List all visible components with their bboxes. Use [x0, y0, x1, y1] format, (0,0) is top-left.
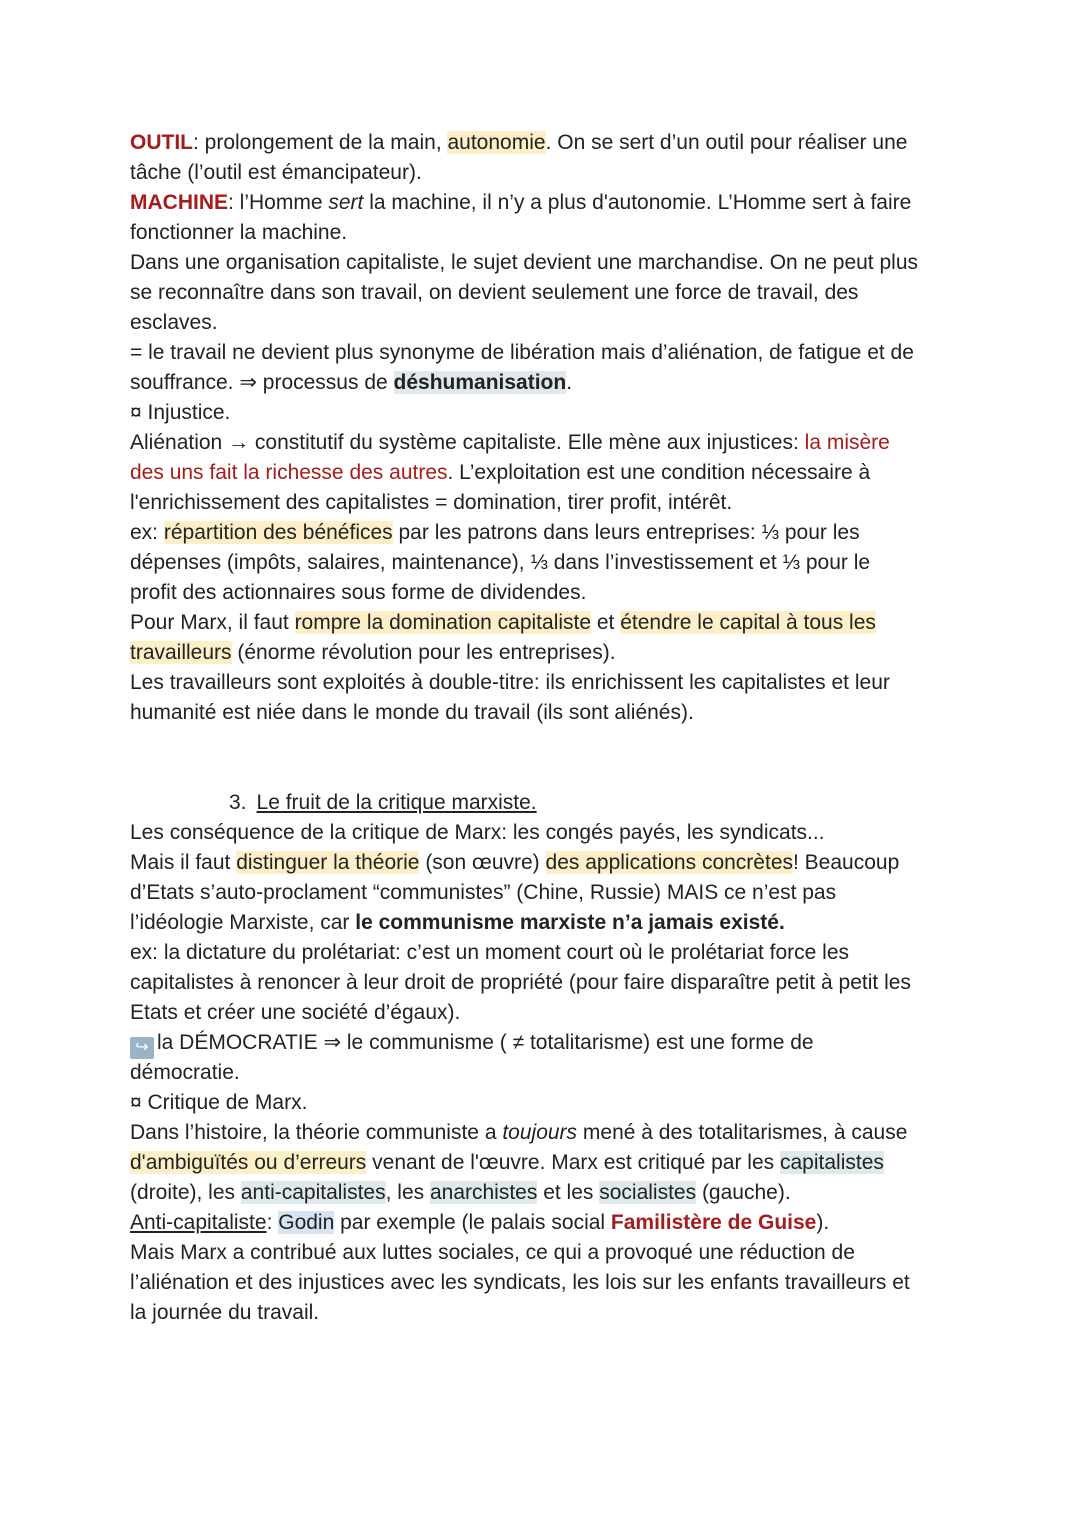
- text-span: Pour Marx, il faut: [130, 611, 295, 634]
- italic-sert: sert: [328, 191, 364, 214]
- text-span: la machine, il n’y a plus d'autonomie. L’Homme sert à faire: [363, 191, 912, 214]
- underlined-anti-capitaliste: Anti-capitaliste: [130, 1211, 267, 1234]
- red-text: la misère: [804, 431, 890, 454]
- spacer: [130, 728, 950, 788]
- text-line: [130, 1208, 950, 1238]
- text-line: démocratie.: [130, 1061, 240, 1084]
- text-span: souffrance. ⇒ processus de: [130, 371, 394, 394]
- return-arrow-icon: ↪: [130, 1037, 154, 1059]
- text-line: [130, 188, 950, 218]
- bold-text: le communisme marxiste n’a jamais existé.: [355, 911, 785, 934]
- red-text: des uns fait la richesse des autres: [130, 461, 448, 484]
- text-span: mené à des totalitarismes, à cause: [577, 1121, 908, 1144]
- highlight-theorie: distinguer la théorie: [236, 851, 420, 874]
- text-line: [130, 428, 950, 458]
- text-line: humanité est niée dans le monde du travail (ils sont aliénés).: [130, 701, 694, 724]
- text-span: Mais il faut: [130, 851, 237, 874]
- highlight-anarchistes: anarchistes: [429, 1181, 538, 1204]
- section-heading: [130, 788, 950, 818]
- section-number: 3.: [229, 791, 247, 814]
- highlight-anti-capitalistes: anti-capitalistes: [240, 1181, 386, 1204]
- highlight-socialistes: socialistes: [599, 1181, 697, 1204]
- text-line: [130, 128, 950, 158]
- term-machine: MACHINE: [130, 191, 228, 214]
- text-line: fonctionner la machine.: [130, 221, 348, 244]
- text-span: ).: [816, 1211, 830, 1234]
- text-span: (gauche).: [696, 1181, 791, 1204]
- text-span: (énorme révolution pour les entreprises).: [231, 641, 616, 664]
- text-span: ! Beaucoup: [793, 851, 900, 874]
- text-line: [130, 848, 950, 878]
- text-line: dépenses (impôts, salaires, maintenance), ⅓ dans l’investissement et ⅓ pour le: [130, 551, 871, 574]
- text-span: .: [566, 371, 573, 394]
- text-span: ex:: [130, 521, 164, 544]
- text-line: capitalistes à renoncer à leur droit de propriété (pour faire disparaître petit à petit les: [130, 971, 911, 994]
- text-line: [130, 638, 950, 668]
- text-line: Mais Marx a contribué aux luttes sociales, ce qui a provoqué une réduction de: [130, 1241, 855, 1264]
- subheading-injustice: ¤ Injustice.: [130, 401, 231, 424]
- text-span: , les: [385, 1181, 430, 1204]
- text-span: . L’exploitation est une condition nécessaire à: [447, 461, 871, 484]
- text-span: l’idéologie Marxiste, car: [130, 911, 356, 934]
- highlight-applications: des applications concrètes: [545, 851, 793, 874]
- text-span: Aliénation → constitutif du système capitaliste. Elle mène aux injustices:: [130, 431, 805, 454]
- text-span: la DÉMOCRATIE ⇒ le communisme ( ≠ totalitarisme) est une forme de: [157, 1031, 814, 1054]
- highlight-capitalistes: capitalistes: [780, 1151, 884, 1174]
- text-span: (droite), les: [130, 1181, 241, 1204]
- text-line: la journée du travail.: [130, 1301, 320, 1324]
- text-line: [130, 1028, 950, 1058]
- highlight-rompre: rompre la domination capitaliste: [294, 611, 592, 634]
- text-line: Les conséquence de la critique de Marx: les congés payés, les syndicats...: [130, 821, 825, 844]
- text-line: Dans une organisation capitaliste, le sujet devient une marchandise. On ne peut plus: [130, 251, 918, 274]
- text-span: : l’Homme: [228, 191, 329, 214]
- text-line: [130, 518, 950, 548]
- text-span: :: [266, 1211, 279, 1234]
- highlight-autonomie: autonomie: [447, 131, 546, 154]
- text-span: et: [591, 611, 621, 634]
- text-line: [130, 908, 950, 938]
- text-span: Dans l’histoire, la théorie communiste a: [130, 1121, 503, 1144]
- text-line: [130, 458, 950, 488]
- text-line: esclaves.: [130, 311, 218, 334]
- text-line: [130, 1178, 950, 1208]
- text-line: d’Etats s’auto-proclament “communistes” (Chine, Russie) MAIS ce n’est pas: [130, 881, 837, 904]
- text-span: : prolongement de la main,: [193, 131, 448, 154]
- text-span: par exemple (le palais social: [334, 1211, 611, 1234]
- section-title: Le fruit de la critique marxiste.: [256, 791, 537, 814]
- text-span: (son œuvre): [419, 851, 546, 874]
- text-line: profit des actionnaires sous forme de dividendes.: [130, 581, 587, 604]
- text-line: Etats et créer une société d’égaux).: [130, 1001, 461, 1024]
- text-line: tâche (l’outil est émancipateur).: [130, 161, 422, 184]
- highlight-repartition: répartition des bénéfices: [163, 521, 393, 544]
- text-line: = le travail ne devient plus synonyme de libération mais d’aliénation, de fatigue et de: [130, 341, 914, 364]
- text-line: [130, 368, 950, 398]
- document-page: [130, 128, 950, 1328]
- text-line: [130, 1148, 950, 1178]
- text-span: . On se sert d’un outil pour réaliser une: [545, 131, 908, 154]
- text-line: l’aliénation et des injustices avec les syndicats, les lois sur les enfants travailleurs et: [130, 1271, 910, 1294]
- highlight-godin: Godin: [278, 1211, 335, 1234]
- text-span: et les: [537, 1181, 600, 1204]
- text-span: par les patrons dans leurs entreprises: ⅓ pour les: [392, 521, 860, 544]
- text-line: ex: la dictature du prolétariat: c’est un moment court où le prolétariat force les: [130, 941, 850, 964]
- term-outil: OUTIL: [130, 131, 193, 154]
- text-line: Les travailleurs sont exploités à double-titre: ils enrichissent les capitalistes et leur: [130, 671, 890, 694]
- italic-toujours: toujours: [502, 1121, 578, 1144]
- highlight-deshumanisation: déshumanisation: [393, 371, 567, 394]
- highlight-travailleurs: travailleurs: [130, 641, 232, 664]
- term-familistere: Familistère de Guise: [610, 1211, 817, 1234]
- text-span: venant de l'œuvre. Marx est critiqué par les: [366, 1151, 780, 1174]
- subheading-critique: ¤ Critique de Marx.: [130, 1091, 308, 1114]
- text-line: [130, 608, 950, 638]
- text-line: l'enrichissement des capitalistes = domination, tirer profit, intérêt.: [130, 491, 733, 514]
- highlight-etendre: étendre le capital à tous les: [620, 611, 876, 634]
- highlight-ambiguites: d'ambiguïtés ou d’erreurs: [130, 1151, 367, 1174]
- text-line: [130, 1118, 950, 1148]
- text-line: se reconnaître dans son travail, on devient seulement une force de travail, des: [130, 281, 859, 304]
